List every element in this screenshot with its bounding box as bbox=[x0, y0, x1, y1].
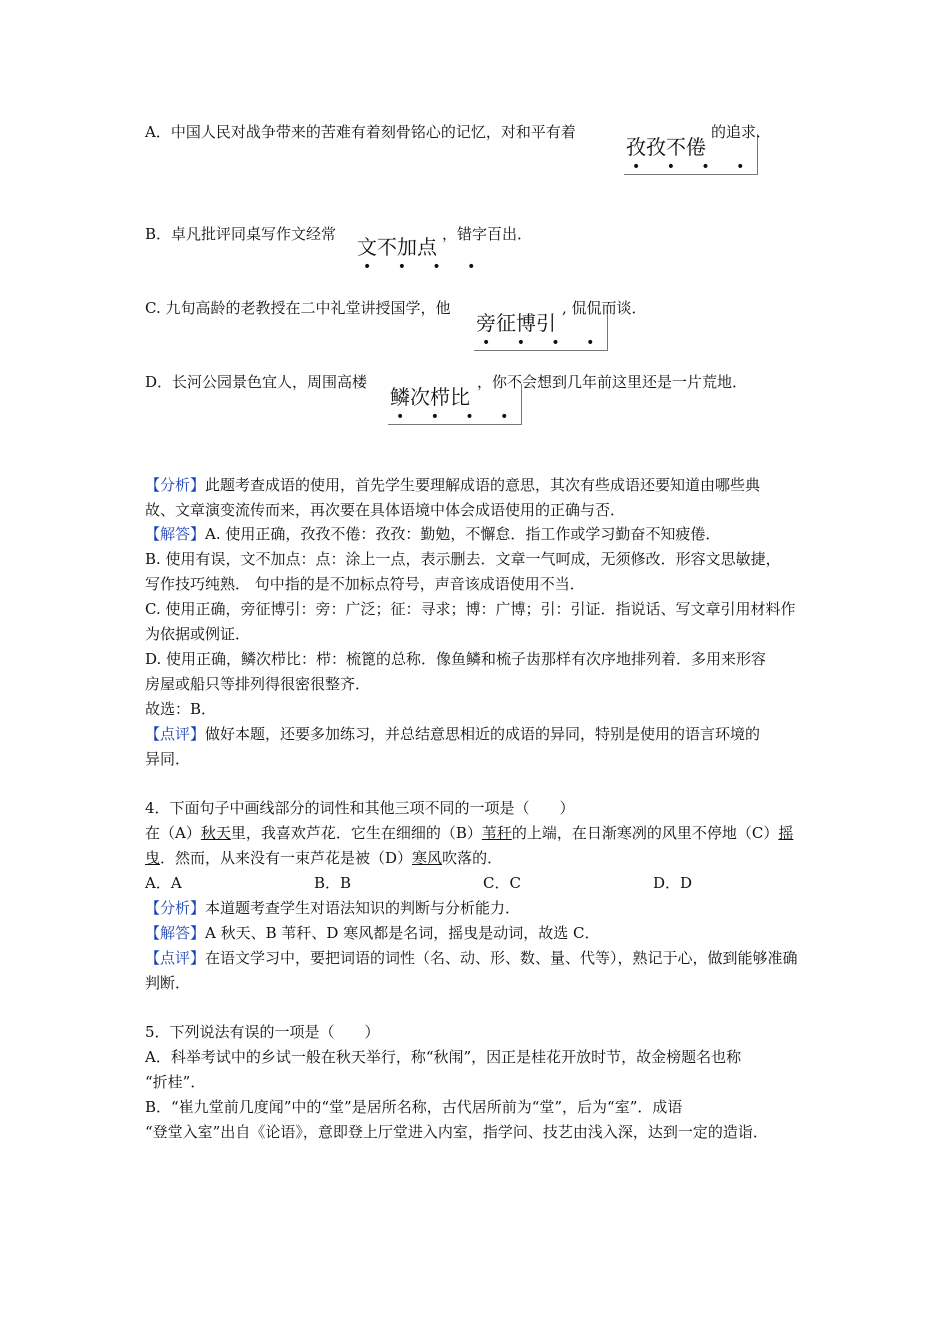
q4-sentence-line2 bbox=[145, 848, 502, 868]
q5-option-b-line2: “登堂入室”出自《论语》，意即登上厅堂进入内室，指学问、技艺由浅入深，达到一定的造诣． bbox=[145, 1123, 768, 1141]
q4-comment-line2: 判断． bbox=[145, 974, 191, 992]
q3-comment-line2: 异同． bbox=[145, 750, 191, 768]
q3-option-a bbox=[145, 122, 576, 142]
q5-option-b-line1[interactable]: B．“崔九堂前几度闻”中的“堂”是居所名称，古代居所前为“堂”，后为“室”．成语 bbox=[145, 1098, 683, 1116]
q3-option-b: B．卓凡批评同桌写作文经常 bbox=[145, 225, 337, 243]
underlined-word-d: 寒风 bbox=[412, 849, 443, 867]
q4-option-d[interactable]: D．D bbox=[653, 874, 693, 892]
q4-comment bbox=[145, 948, 798, 968]
underlined-word-a: 秋天 bbox=[200, 824, 231, 842]
emphasis-dots: • • • • bbox=[482, 335, 606, 351]
q5-stem: 5．下列说法有误的一项是（ ） bbox=[145, 1023, 380, 1041]
emphasis-dots: • • • • bbox=[632, 159, 756, 175]
sentence-part: 在（A） bbox=[145, 824, 201, 842]
q3-answer-line2: B. 使用有误，文不加点：点：涂上一点，表示删去．文章一气呵成，无须修改．形容文思敏捷， bbox=[145, 550, 781, 568]
answer-line: A 秋天、B 苇秆、D 寒风都是名词，摇曳是动词，故选 C． bbox=[205, 924, 600, 942]
idiom-text: 旁征博引 bbox=[476, 311, 556, 335]
q4-option-c[interactable]: C．C bbox=[483, 874, 521, 892]
q3-answer-line6: D. 使用正确，鳞次栉比：栉：梳篦的总称．像鱼鳞和梳子齿那样有次序地排列着．多用来形容 bbox=[145, 650, 767, 668]
answer-tag: 【解答】 bbox=[145, 924, 206, 942]
q3-option-c-after: , 侃侃而谈． bbox=[562, 299, 647, 317]
q3-analysis-line2: 故、文章演变流传而来，再次要在具体语境中体会成语使用的正确与否． bbox=[145, 501, 626, 519]
analysis-line: 此题考查成语的使用，首先学生要理解成语的意思，其次有些成语还要知道由哪些典 bbox=[205, 476, 761, 494]
analysis-line: 本道题考查学生对语法知识的判断与分析能力． bbox=[205, 899, 521, 917]
idiom-text: 文不加点 bbox=[357, 235, 437, 259]
q3-answer-line7: 房屋或船只等排列得很密很整齐． bbox=[145, 675, 371, 693]
idiom-text: 鳞次栉比 bbox=[390, 385, 470, 409]
q3-analysis bbox=[145, 475, 760, 495]
q4-option-a[interactable]: A．A bbox=[145, 874, 182, 892]
q4-option-b[interactable]: B．B bbox=[314, 874, 352, 892]
q3-option-d: D．长河公园景色宜人，周围高楼 bbox=[145, 373, 368, 391]
answer-tag: 【解答】 bbox=[145, 525, 206, 543]
q3-option-a-text: A．中国人民对战争带来的苦难有着刻骨铭心的记忆，对和平有着 bbox=[145, 123, 576, 141]
q3-answer-line5: 为依据或例证． bbox=[145, 625, 251, 643]
q3-option-d-after: ，你不会想到几年前这里还是一片荒地． bbox=[477, 373, 748, 391]
q4-answer bbox=[145, 923, 599, 943]
answer-line: A. 使用正确，孜孜不倦：孜孜：勤勉，不懈怠．指工作或学习勤奋不知疲倦． bbox=[205, 525, 721, 543]
q3-option-c: C. 九旬高龄的老教授在二中礼堂讲授国学，他 bbox=[145, 299, 451, 317]
comment-line: 做好本题，还要多加练习，并总结意思相近的成语的异同，特别是使用的语言环境的 bbox=[205, 725, 761, 743]
emphasis-dots: • • • • bbox=[396, 409, 520, 425]
sentence-part: 吹落的． bbox=[442, 849, 503, 867]
q4-analysis bbox=[145, 898, 520, 918]
q3-option-a-after: 的追求． bbox=[711, 123, 772, 141]
analysis-tag: 【分析】 bbox=[145, 899, 206, 917]
comment-tag: 【点评】 bbox=[145, 949, 206, 967]
underlined-word-b: 苇秆 bbox=[481, 824, 512, 842]
emphasis-dots: • • • • bbox=[363, 259, 487, 275]
q4-sentence-line1 bbox=[145, 823, 793, 843]
q3-answer bbox=[145, 524, 720, 544]
idiom-text: 孜孜不倦 bbox=[626, 135, 706, 159]
analysis-tag: 【分析】 bbox=[145, 476, 206, 494]
q5-option-a-line1[interactable]: A．科举考试中的乡试一般在秋天举行，称“秋闱”，因正是桂花开放时节，故金榜题名也称 bbox=[145, 1048, 742, 1066]
q5-option-a-line2: “折桂”． bbox=[145, 1073, 206, 1091]
underlined-word-c: 摇 bbox=[778, 824, 794, 842]
sentence-part: 的上端，在日渐寒冽的风里不停地（C） bbox=[511, 824, 779, 842]
q4-stem: 4．下面句子中画线部分的词性和其他三项不同的一项是（ ） bbox=[145, 799, 575, 817]
sentence-part: 里，我喜欢芦花．它生在细细的（B） bbox=[230, 824, 482, 842]
q3-answer-line8: 故选：B． bbox=[145, 700, 217, 718]
q3-option-b-after: ，错字百出． bbox=[442, 225, 533, 243]
comment-tag: 【点评】 bbox=[145, 725, 206, 743]
q3-comment bbox=[145, 724, 760, 744]
comment-line: 在语文学习中，要把词语的词性（名、动、形、数、量、代等），熟记于心，做到能够准确 bbox=[205, 949, 798, 967]
underlined-word-c-cont: 曳 bbox=[145, 849, 161, 867]
q3-answer-line4: C. 使用正确，旁征博引：旁：广泛；征：寻求；博：广博；引：引证．指说话、写文章引用材料作 bbox=[145, 600, 796, 618]
sentence-part: ．然而，从来没有一束芦花是被（D） bbox=[160, 849, 413, 867]
q3-answer-line3: 写作技巧纯熟． 句中指的是不加标点符号，声音该成语使用不当． bbox=[145, 575, 585, 593]
